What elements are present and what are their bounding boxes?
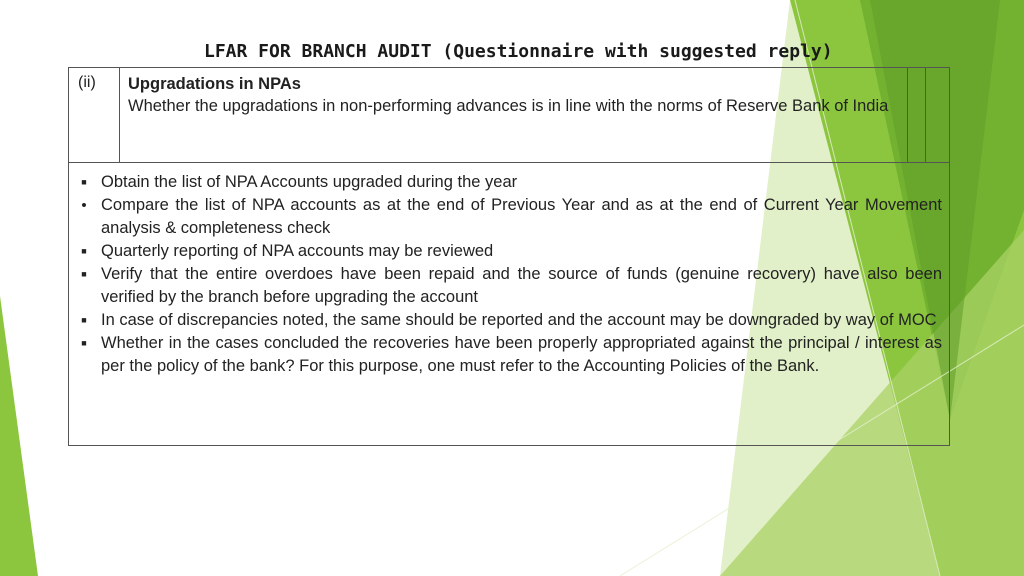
square-bullet-icon xyxy=(77,240,91,263)
step-text: Whether in the cases concluded the recoveries have been properly appropriated against the principal / interest as per the policy of the bank? For this purpose, one must refer to the Accounting Policies of the Bank. xyxy=(101,334,942,375)
step-text: In case of discrepancies noted, the same should be reported and the account may be downgraded by way of MOC xyxy=(101,311,937,329)
square-bullet-icon xyxy=(77,309,91,332)
step-text: Compare the list of NPA accounts as at the end of Previous Year and as at the end of Current Year Movement analysis & completeness check xyxy=(101,196,942,237)
step-text: Verify that the entire overdoes have been repaid and the source of funds (genuine recovery) have also been verified by the branch before upgrading the account xyxy=(101,265,942,306)
reply-column-1 xyxy=(907,68,925,162)
audit-steps-cell xyxy=(69,163,949,445)
list-item xyxy=(77,332,942,378)
question-row xyxy=(69,68,949,163)
list-item xyxy=(77,309,942,332)
question-heading: Upgradations in NPAs xyxy=(128,75,301,93)
left-green-triangle xyxy=(0,296,38,576)
slide-title: LFAR FOR BRANCH AUDIT (Questionnaire with suggested reply) xyxy=(204,41,833,62)
list-item xyxy=(77,240,942,263)
list-item xyxy=(77,171,942,194)
audit-steps-list xyxy=(77,171,942,378)
question-number: (ii) xyxy=(69,68,120,162)
list-item xyxy=(77,194,942,240)
step-text: Quarterly reporting of NPA accounts may be reviewed xyxy=(101,242,494,260)
square-bullet-icon xyxy=(77,263,91,286)
question-text: Whether the upgradations in non-performing advances is in line with the norms of Reserve Bank of India xyxy=(128,97,889,115)
square-bullet-icon xyxy=(77,171,91,194)
step-text: Obtain the list of NPA Accounts upgraded during the year xyxy=(101,173,518,191)
square-bullet-icon xyxy=(77,332,91,355)
reply-column-2 xyxy=(925,68,943,162)
questionnaire-table xyxy=(68,67,950,446)
question-cell xyxy=(120,68,907,162)
list-item xyxy=(77,263,942,309)
dot-bullet-icon xyxy=(77,194,91,219)
